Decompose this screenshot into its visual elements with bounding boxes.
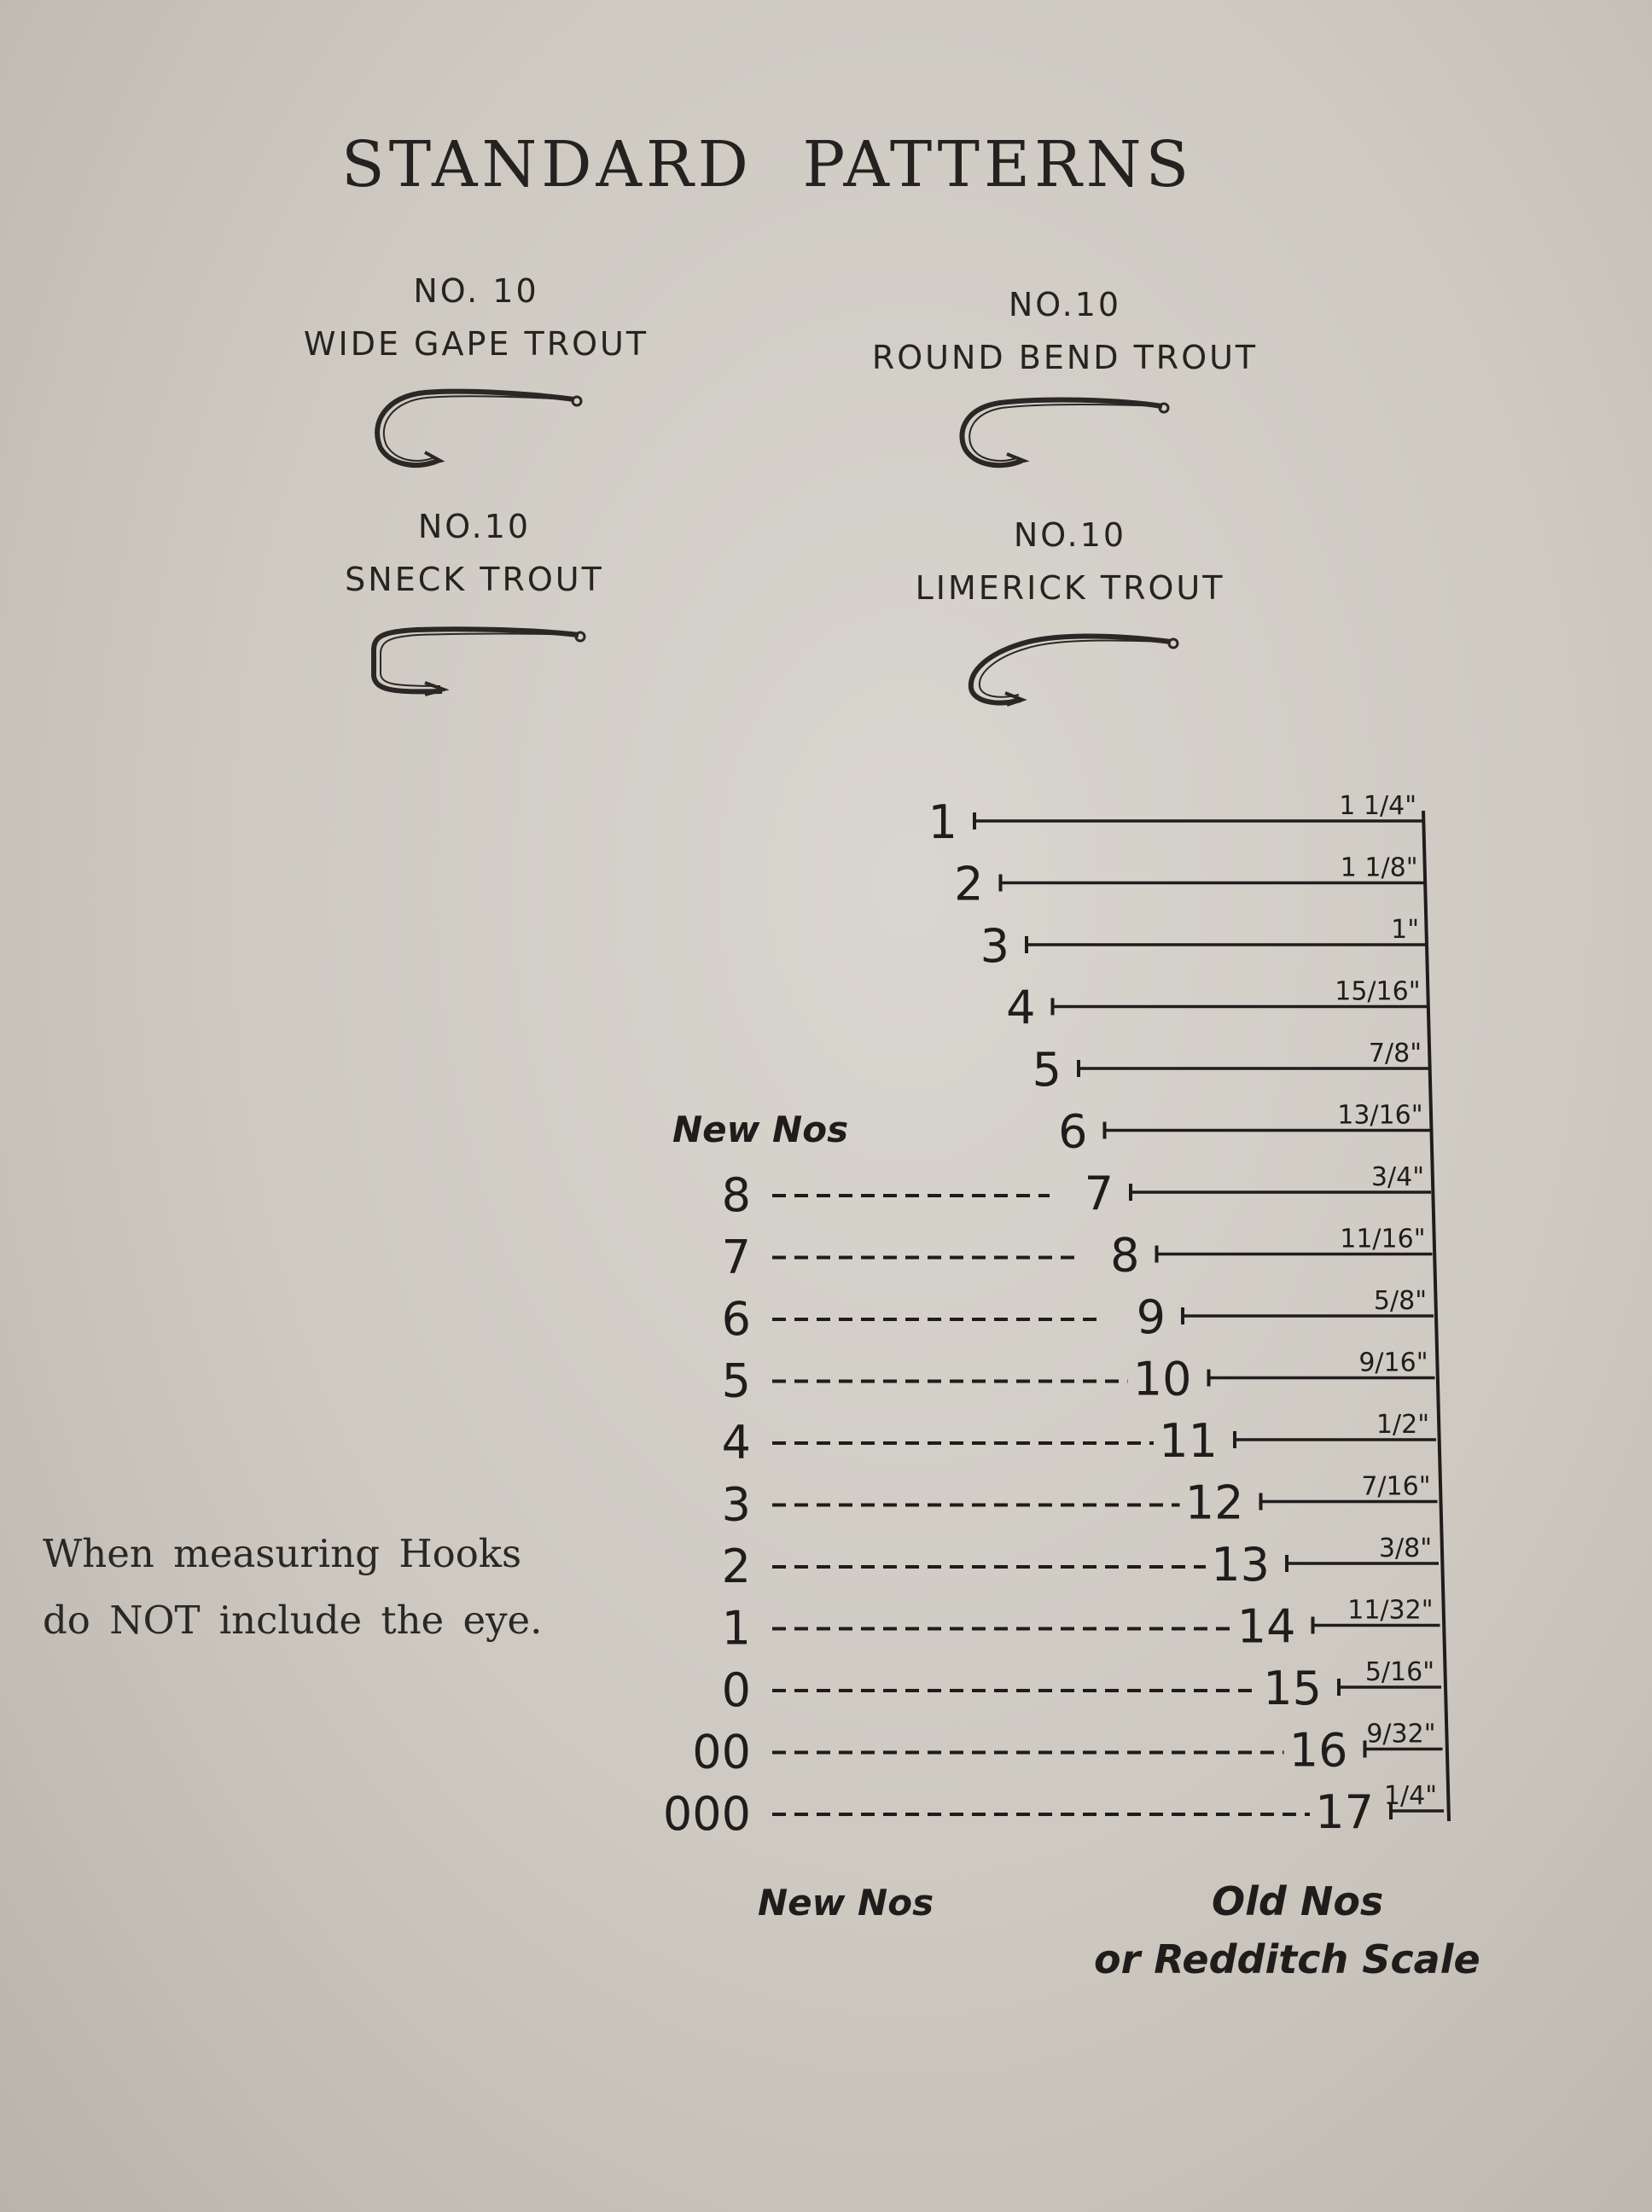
old-number: 13 (1211, 1538, 1270, 1592)
page-title: STANDARD PATTERNS (341, 128, 1194, 201)
old-number: 15 (1263, 1662, 1322, 1715)
hook-number: NO.10 (417, 508, 532, 545)
length-label: 11/16" (1340, 1224, 1426, 1254)
old-number: 9 (1136, 1290, 1166, 1344)
length-label: 3/8" (1378, 1534, 1432, 1563)
hook-number: NO.10 (1008, 286, 1122, 323)
old-number: 3 (980, 919, 1009, 973)
old-number: 17 (1315, 1785, 1374, 1839)
hook-name: ROUND BEND TROUT (871, 339, 1259, 376)
old-number: 2 (954, 857, 984, 911)
new-numbers-footer: New Nos (758, 1882, 934, 1924)
measuring-note-line-1: When measuring Hooks (43, 1531, 522, 1576)
old-number: 11 (1159, 1414, 1218, 1468)
new-number: 00 (692, 1725, 751, 1779)
hook-name: LIMERICK TROUT (915, 569, 1225, 607)
new-number: 5 (721, 1353, 751, 1408)
old-number: 10 (1132, 1352, 1192, 1406)
new-number: 8 (721, 1168, 751, 1222)
length-label: 9/16" (1358, 1348, 1428, 1378)
old-number: 16 (1288, 1723, 1348, 1778)
hook-number: NO.10 (1013, 516, 1127, 554)
new-number: 1 (721, 1601, 751, 1656)
new-number: 4 (721, 1416, 751, 1470)
length-label: 7/16" (1361, 1471, 1431, 1502)
new-number: 7 (721, 1230, 751, 1284)
length-label: 9/32" (1366, 1719, 1436, 1749)
old-number: 1 (928, 795, 957, 849)
old-number: 8 (1110, 1228, 1140, 1283)
length-label: 1" (1391, 915, 1419, 945)
new-number: 2 (721, 1540, 751, 1593)
new-number: 6 (721, 1292, 751, 1346)
old-number: 7 (1084, 1167, 1114, 1220)
old-number: 14 (1236, 1599, 1296, 1654)
old-number: 5 (1032, 1043, 1062, 1097)
old-number: 12 (1184, 1476, 1244, 1530)
hook-name: WIDE GAPE TROUT (303, 325, 649, 363)
length-label: 1 1/4" (1339, 791, 1416, 821)
old-number: 4 (1006, 981, 1036, 1035)
length-label: 11/32" (1347, 1595, 1434, 1626)
new-number: 000 (662, 1787, 751, 1841)
length-label: 3/4" (1370, 1162, 1424, 1192)
old-number: 6 (1058, 1104, 1088, 1159)
measuring-note (43, 1521, 542, 1654)
length-label: 1 1/8" (1340, 853, 1418, 883)
new-numbers-header: New Nos (672, 1109, 849, 1150)
length-label: 13/16" (1337, 1100, 1423, 1131)
length-label: 1/4" (1383, 1781, 1437, 1811)
length-label: 15/16" (1335, 976, 1421, 1007)
length-label: 7/8" (1368, 1039, 1422, 1068)
length-label: 1/2" (1376, 1410, 1429, 1440)
hook-name: SNECK TROUT (345, 561, 604, 598)
length-label: 5/16" (1364, 1657, 1434, 1687)
measuring-note-line-2: do NOT include the eye. (43, 1598, 543, 1643)
hook-number: NO. 10 (413, 272, 539, 310)
old-numbers-footer: Old Nos (1212, 1878, 1384, 1924)
new-number: 3 (721, 1477, 751, 1532)
length-label: 5/8" (1373, 1286, 1427, 1316)
new-number: 0 (721, 1663, 751, 1717)
redditch-scale-footer: or Redditch Scale (1094, 1936, 1480, 1982)
